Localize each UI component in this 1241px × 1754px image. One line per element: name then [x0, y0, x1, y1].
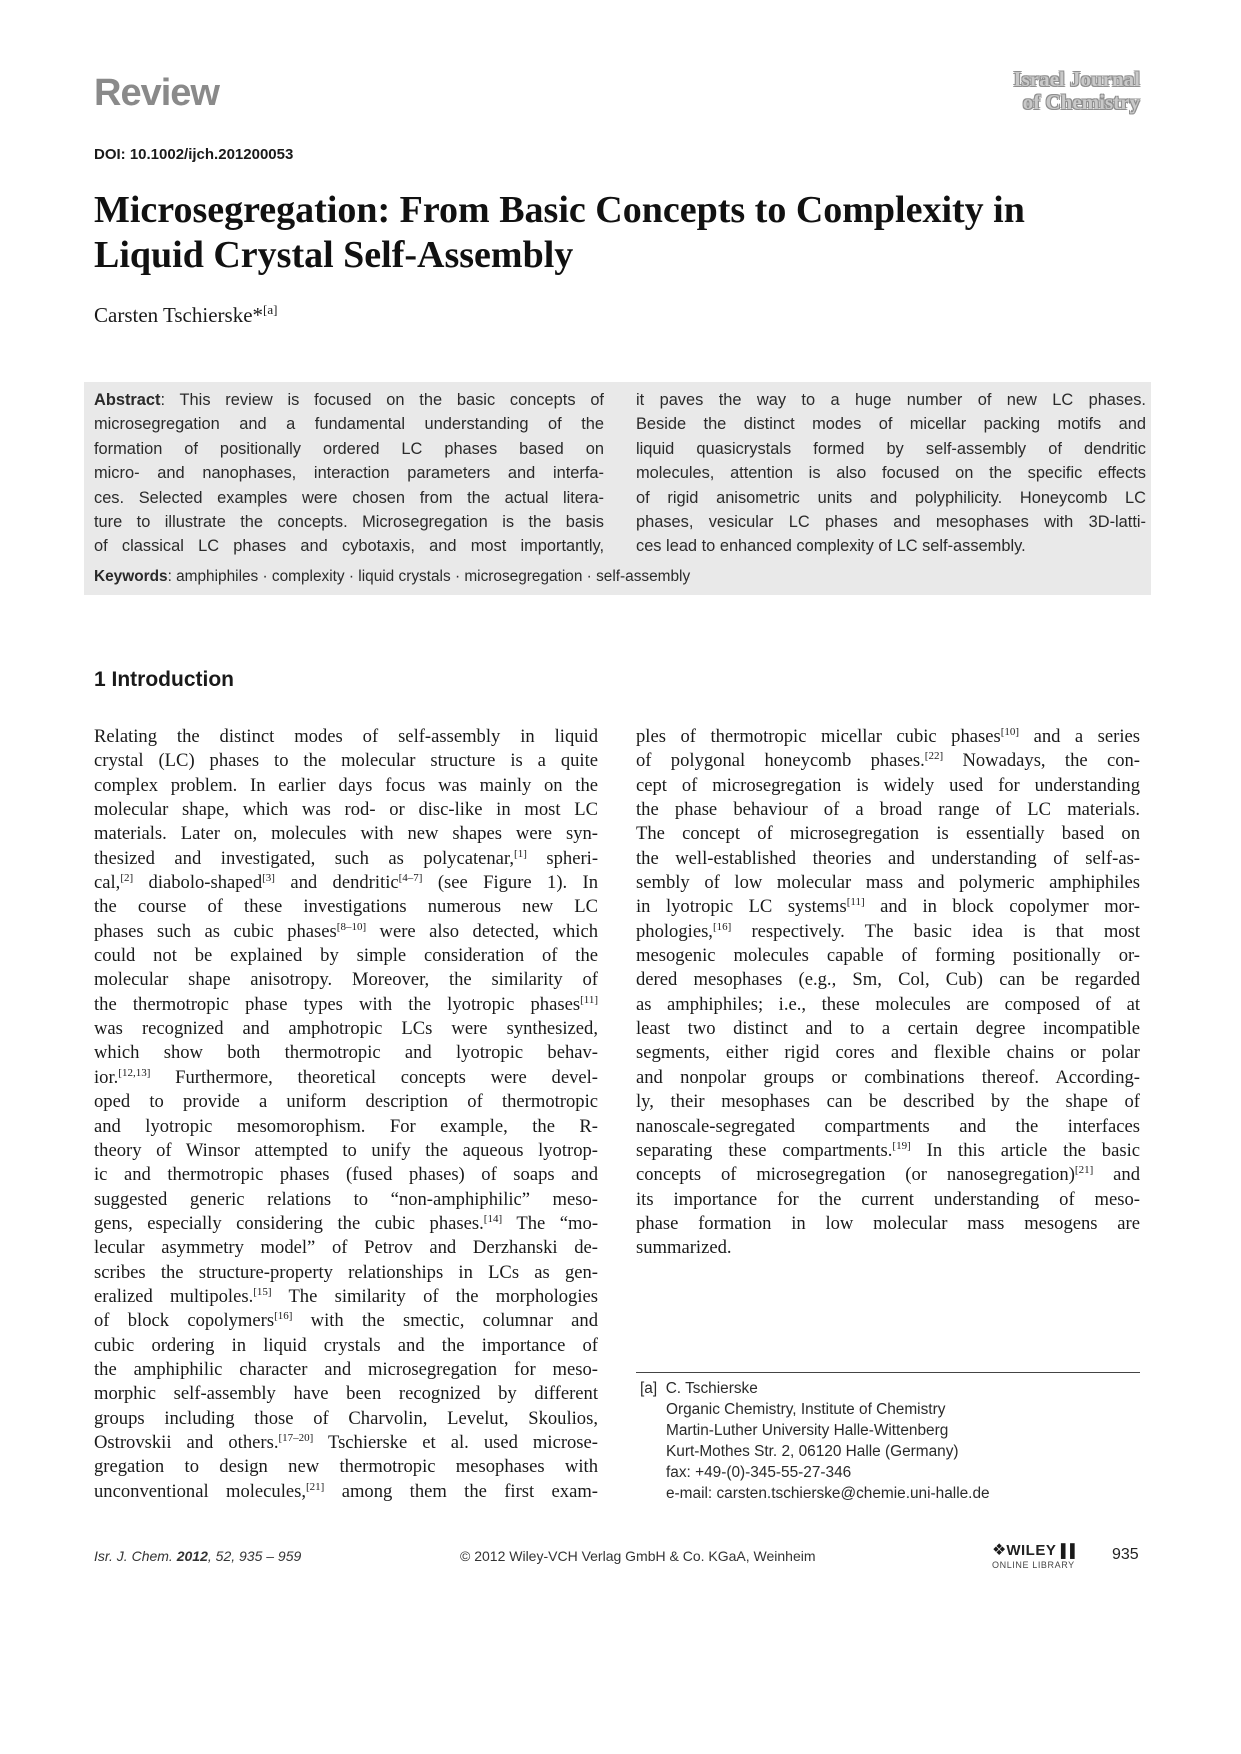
body-line: ior.[12,13] Furthermore, theoretical concepts were devel-	[94, 1066, 598, 1088]
abstract-line: micro- and nanophases, interaction parameters and interfa-	[94, 464, 604, 483]
body-line: gregation to design new thermotropic mesophases with	[94, 1456, 598, 1478]
affiliation-line: Kurt-Mothes Str. 2, 06120 Halle (Germany)	[666, 1443, 959, 1460]
body-line: sembly of low molecular mass and polymeric amphiphiles	[636, 872, 1140, 894]
body-line: segments, either rigid cores and flexible chains or polar	[636, 1042, 1140, 1064]
body-line: its importance for the current understanding of meso-	[636, 1188, 1140, 1210]
citation-reference[interactable]: [10]	[1000, 726, 1020, 738]
body-line: suggested generic relations to “non-amphiphilic” meso-	[94, 1188, 598, 1210]
citation-reference[interactable]: [2]	[120, 872, 134, 885]
body-line: and lyotropic mesomorophism. For example, the R-	[94, 1115, 598, 1137]
citation-reference[interactable]: [21]	[1074, 1164, 1094, 1177]
abstract-line: formation of positionally ordered LC phases based on	[94, 439, 604, 458]
doi[interactable]: DOI: 10.1002/ijch.201200053	[94, 146, 294, 163]
body-line: the well-established theories and understanding of self-as-	[636, 847, 1140, 869]
abstract-line: Abstract: This review is focused on the basic concepts of	[94, 391, 604, 409]
abstract-line: of classical LC phases and cybotaxis, and most importantly,	[94, 537, 604, 556]
abstract-right-column	[636, 388, 1146, 559]
body-line: which show both thermotropic and lyotropic behav-	[94, 1042, 598, 1064]
body-line: lecular asymmetry model” of Petrov and Derzhanski de-	[94, 1237, 598, 1259]
abstract-label: Abstract	[94, 391, 161, 409]
abstract-line: ces. Selected examples were chosen from the actual litera-	[94, 488, 604, 507]
keywords-label: Keywords	[94, 568, 168, 585]
body-right-column	[636, 725, 1140, 1261]
body-line: Relating the distinct modes of self-assembly in liquid	[94, 726, 598, 747]
body-line: oped to provide a uniform description of thermotropic	[94, 1091, 598, 1113]
body-line: phase formation in low molecular mass mesogens are	[636, 1212, 1140, 1234]
citation-reference[interactable]: [1]	[514, 847, 527, 860]
body-left-column	[94, 725, 598, 1504]
abstract-line: Beside the distinct modes of micellar packing motifs and	[636, 415, 1146, 434]
body-line: mesogenic molecules capable of forming positionally or-	[636, 945, 1140, 967]
body-line: separating these compartments.[19] In this article the basic	[636, 1139, 1140, 1161]
online-library-label: ONLINE LIBRARY	[992, 1560, 1075, 1570]
affiliation-line[interactable]: e-mail: carsten.tschierske@chemie.uni-halle.de	[666, 1485, 990, 1502]
abstract-line: ture to illustrate the concepts. Microsegregation is the basis	[94, 513, 604, 532]
body-line: gens, especially considering the cubic phases.[14] The “mo-	[94, 1212, 599, 1234]
journal-name-line: of Chemistry	[1022, 90, 1140, 114]
body-line: the course of these investigations numerous new LC	[94, 896, 598, 918]
body-line: unconventional molecules,[21] among them the first exam-	[94, 1480, 598, 1502]
wiley-wordmark: WILEY	[1006, 1542, 1057, 1559]
body-line: thesized and investigated, such as polycatenar,[1] spheri-	[94, 847, 599, 869]
author-name: Carsten Tschierske*	[94, 303, 264, 327]
keywords	[94, 568, 690, 586]
body-line: concepts of microsegregation (or nanosegregation)[21] and	[636, 1164, 1140, 1186]
abstract-line: molecules, attention is also focused on the specific effects	[636, 464, 1146, 483]
affiliation-marker: [a]	[640, 1380, 658, 1397]
body-line: scribes the structure-property relationships in LCs as gen-	[94, 1261, 598, 1283]
abstract-line: ces lead to enhanced complexity of LC self-assembly.	[636, 537, 1026, 556]
body-line: eralized multipoles.[15] The similarity of the morphologies	[94, 1285, 598, 1307]
citation-reference[interactable]: [3]	[262, 872, 275, 885]
body-line: and nonpolar groups or combinations thereof. According-	[636, 1066, 1140, 1088]
body-line: The concept of microsegregation is essentially based on	[636, 823, 1140, 845]
body-line: the phase behaviour of a broad range of LC materials.	[636, 799, 1140, 821]
citation-reference[interactable]: [8–10]	[336, 920, 367, 933]
article-title	[94, 188, 1154, 278]
abstract-left-column	[94, 388, 604, 559]
body-line: cept of microsegregation is widely used for understanding	[636, 774, 1140, 796]
footer-volume-pages: , 52, 935 – 959	[207, 1548, 302, 1564]
body-line: molecular shape, which was rod- or disc-like in most LC	[94, 799, 598, 821]
citation-reference[interactable]: [17–20]	[278, 1431, 314, 1444]
body-line: of block copolymers[16] with the smectic, columnar and	[94, 1310, 598, 1332]
journal-name-line: Israel Journal	[1013, 67, 1140, 91]
footer-copyright: © 2012 Wiley-VCH Verlag GmbH & Co. KGaA, Weinheim	[460, 1548, 816, 1564]
keywords-text: : amphiphiles · complexity · liquid crystals · microsegregation · self-assembly	[167, 568, 691, 585]
abstract-line: microsegregation and a fundamental understanding of the	[94, 415, 604, 434]
citation-reference[interactable]: [4–7]	[398, 872, 423, 885]
citation-reference[interactable]: [12,13]	[118, 1066, 151, 1079]
citation-reference[interactable]: [16]	[712, 920, 732, 933]
author	[94, 302, 277, 328]
body-line: complex problem. In earlier days focus was mainly on the	[94, 774, 598, 796]
book-stack-icon: ▐▐	[1056, 1543, 1075, 1558]
body-line: Ostrovskii and others.[17–20] Tschierske et al. used microse-	[94, 1431, 598, 1453]
citation-reference[interactable]: [15]	[253, 1285, 272, 1298]
affiliation	[640, 1378, 990, 1504]
citation-reference[interactable]: [16]	[274, 1310, 293, 1323]
body-line: dered mesophases (e.g., Sm, Col, Cub) can be regarded	[636, 969, 1140, 991]
affiliation-line: Martin-Luther University Halle-Wittenberg	[666, 1422, 949, 1439]
body-line: the thermotropic phase types with the lyotropic phases[11]	[94, 993, 598, 1015]
body-line: groups including those of Charvolin, Levelut, Skoulios,	[94, 1407, 598, 1429]
affiliation-rule	[636, 1372, 1140, 1373]
footer-year: 2012	[176, 1548, 208, 1564]
body-line: in lyotropic LC systems[11] and in block copolymer mor-	[636, 896, 1140, 918]
body-line: as amphiphiles; i.e., these molecules are composed of at	[636, 993, 1140, 1015]
title-line: Liquid Crystal Self-Assembly	[94, 234, 574, 276]
body-line: ples of thermotropic micellar cubic phases[10] and a series	[636, 726, 1140, 747]
body-line: was recognized and amphotropic LCs were synthesized,	[94, 1018, 598, 1040]
citation-reference[interactable]: [19]	[892, 1139, 911, 1152]
citation-reference[interactable]: [11]	[846, 896, 865, 909]
citation-reference[interactable]: [14]	[483, 1212, 503, 1225]
body-line: materials. Later on, molecules with new shapes were syn-	[94, 823, 598, 845]
citation-reference[interactable]: [21]	[306, 1480, 325, 1493]
page-number: 935	[1112, 1546, 1139, 1563]
footer-citation	[94, 1548, 301, 1564]
citation-reference[interactable]: [22]	[924, 750, 944, 763]
abstract-line: phases, vesicular LC phases and mesophases with 3D-latti-	[636, 513, 1146, 532]
body-line: ly, their mesophases can be described by the shape of	[636, 1091, 1140, 1113]
body-line: cal,[2] diabolo-shaped[3] and dendritic[4–7] (see Figure 1). In	[94, 872, 599, 894]
wiley-online-library-logo[interactable]	[992, 1540, 1084, 1572]
body-line: cubic ordering in liquid crystals and the importance of	[94, 1334, 598, 1356]
author-affiliation-marker[interactable]: [a]	[263, 302, 278, 317]
abstract-line: liquid quasicrystals formed by self-assembly of dendritic	[636, 439, 1146, 458]
journal-name	[960, 68, 1140, 114]
body-line: the amphiphilic character and microsegregation for meso-	[94, 1358, 598, 1380]
abstract-line: it paves the way to a huge number of new LC phases.	[636, 391, 1146, 409]
section-heading: 1 Introduction	[94, 668, 234, 691]
abstract-line: of rigid anisometric units and polyphilicity. Honeycomb LC	[636, 488, 1146, 507]
body-line: ic and thermotropic phases (fused phases) of soaps and	[94, 1164, 598, 1186]
section-label: Review	[94, 72, 219, 114]
body-line: nanoscale-segregated compartments and the interfaces	[636, 1115, 1140, 1137]
body-line: could not be explained by simple consideration of the	[94, 945, 598, 967]
footer-journal: Isr. J. Chem.	[94, 1548, 173, 1564]
body-line: least two distinct and to a certain degree incompatible	[636, 1018, 1140, 1040]
body-line: phologies,[16] respectively. The basic idea is that most	[636, 920, 1140, 942]
body-line: morphic self-assembly have been recognized by different	[94, 1383, 598, 1405]
body-line: phases such as cubic phases[8–10] were also detected, which	[94, 920, 599, 942]
title-line: Microsegregation: From Basic Concepts to Complexity in	[94, 189, 1025, 231]
affiliation-line: fax: +49-(0)-345-55-27-346	[666, 1464, 852, 1481]
body-line: theory of Winsor attempted to unify the aqueous lyotrop-	[94, 1139, 598, 1161]
affiliation-name: C. Tschierske	[665, 1380, 758, 1397]
citation-reference[interactable]: [11]	[580, 993, 598, 1006]
body-line: of polygonal honeycomb phases.[22] Nowadays, the con-	[636, 750, 1140, 772]
affiliation-line: Organic Chemistry, Institute of Chemistry	[666, 1401, 946, 1418]
body-line: summarized.	[636, 1237, 732, 1259]
body-line: crystal (LC) phases to the molecular structure is a quite	[94, 750, 598, 772]
body-line: molecular shape anisotropy. Moreover, the similarity of	[94, 969, 598, 991]
wiley-emblem-icon: ❖	[992, 1542, 1007, 1559]
